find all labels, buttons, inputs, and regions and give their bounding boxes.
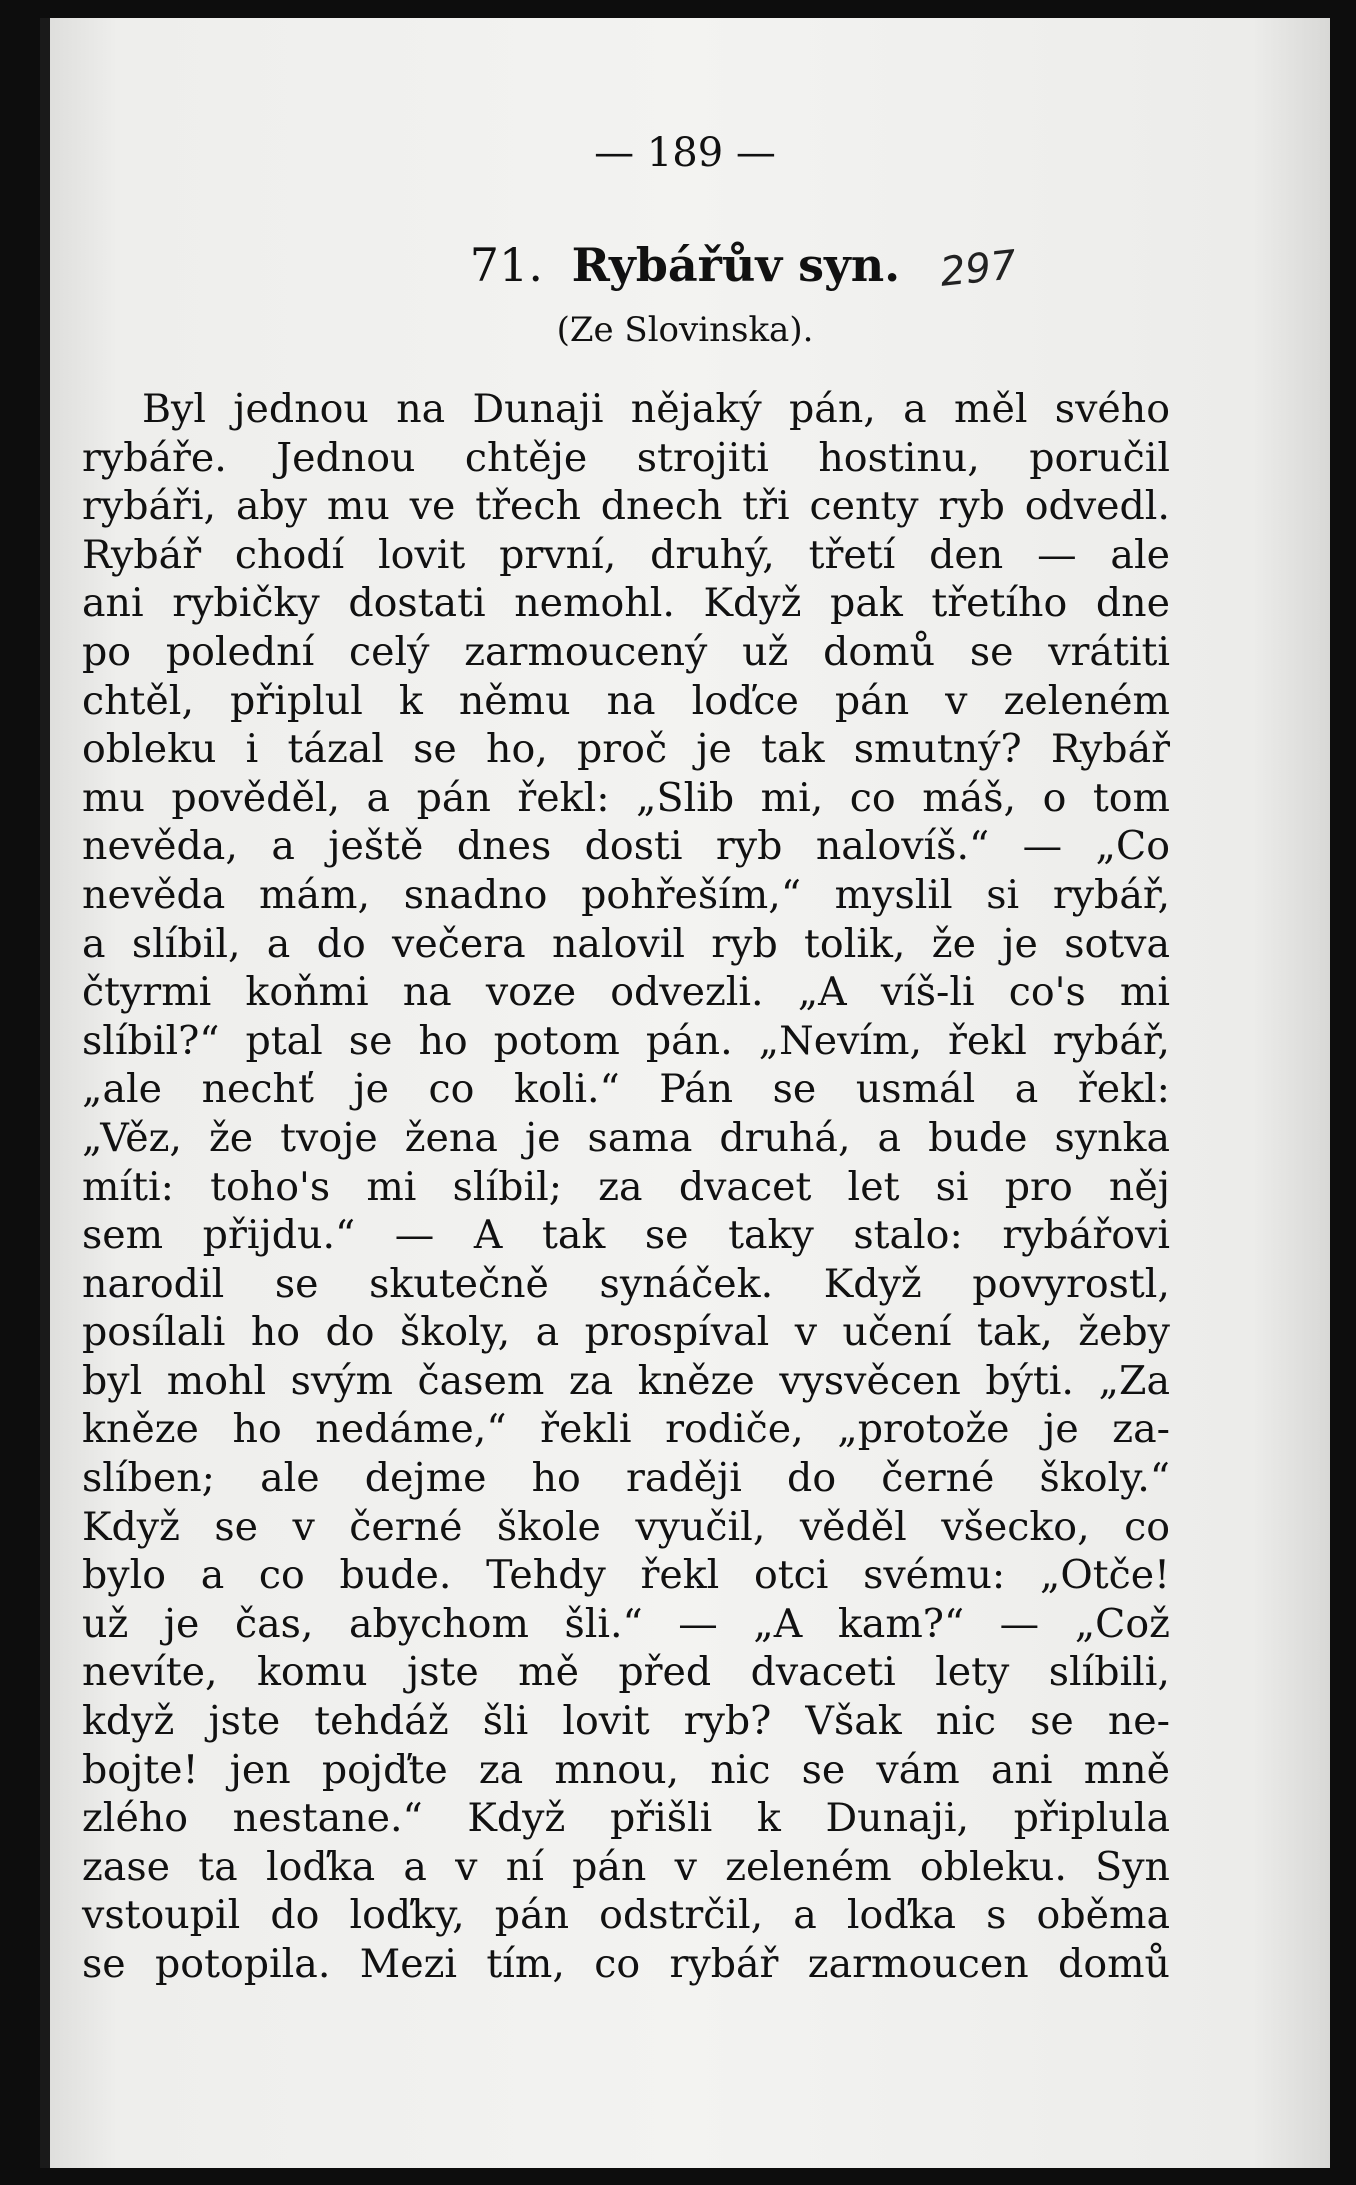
text-line: posílali ho do školy, a prospíval v učení tak, žeby [82, 1309, 1170, 1356]
text-line: slíbil?“ ptal se ho potom pán. „Nevím, řekl rybář, [82, 1017, 1170, 1064]
chapter-number: 71. [469, 238, 543, 292]
text-line: rybáři, aby mu ve třech dnech tři centy ryb odvedl. [82, 483, 1170, 530]
text-line: vstoupil do loďky, pán odstrčil, a loďka s oběma [82, 1892, 1170, 1939]
text-line: „Věz, že tvoje žena je sama druhá, a bude synka [82, 1114, 1170, 1161]
text-line: rybáře. Jednou chtěje strojiti hostinu, poručil [82, 434, 1170, 481]
text-line: bojte! jen pojďte za mnou, nic se vám ani mně [82, 1746, 1170, 1793]
text-line: „ale nechť je co koli.“ Pán se usmál a řekl: [82, 1066, 1170, 1113]
text-line: po polední celý zarmoucený už domů se vrátiti [82, 628, 1170, 675]
text-line: se potopila. Mezi tím, co rybář zarmoucen domů [82, 1941, 1170, 1987]
text-line: narodil se skutečně synáček. Když povyrostl, [82, 1260, 1170, 1307]
text-line: mu pověděl, a pán řekl: „Slib mi, co máš, o tom [82, 774, 1170, 821]
text-line: byl mohl svým časem za kněze vysvěcen býti. „Za [82, 1357, 1170, 1404]
book-page [40, 18, 1330, 2168]
text-line: slíben; ale dejme ho raději do černé školy.“ [82, 1455, 1170, 1502]
text-line: a slíbil, a do večera nalovil ryb tolik, že je sotva [82, 920, 1170, 967]
text-line: míti: toho's mi slíbil; za dvacet let si pro něj [82, 1163, 1170, 1210]
text-line: už je čas, abychom šli.“ — „A kam?“ — „Což [82, 1600, 1170, 1647]
text-line: nevěda, a ještě dnes dosti ryb nalovíš.“ — „Co [82, 823, 1170, 870]
text-line: nevěda mám, snadno pohřeším,“ myslil si rybář, [82, 871, 1170, 918]
text-line: Když se v černé škole vyučil, věděl všecko, co [82, 1503, 1170, 1550]
chapter-subtitle: (Ze Slovinska). [556, 310, 814, 350]
text-line: čtyrmi koňmi na voze odvezli. „A víš-li co's mi [82, 969, 1170, 1016]
text-line: zase ta loďka a v ní pán v zeleném obleku. Syn [82, 1843, 1170, 1890]
text-line: bylo a co bude. Tehdy řekl otci svému: „Otče! [82, 1552, 1170, 1599]
text-line: Rybář chodí lovit první, druhý, třetí den — ale [82, 531, 1170, 578]
text-line: nevíte, komu jste mě před dvaceti lety slíbili, [82, 1649, 1170, 1696]
text-line: obleku i tázal se ho, proč je tak smutný? Rybář [82, 726, 1170, 773]
chapter-heading [40, 238, 1330, 292]
text-line: když jste tehdáž šli lovit ryb? Však nic se ne- [82, 1698, 1170, 1745]
text-line: zlého nestane.“ Když přišli k Dunaji, připlula [82, 1795, 1170, 1842]
story-text [82, 385, 1170, 1989]
text-line: chtěl, připlul k němu na loďce pán v zeleném [82, 677, 1170, 724]
text-line: ani rybičky dostati nemohl. Když pak třetího dne [82, 580, 1170, 627]
handwritten-note: 297 [937, 242, 1019, 296]
page-number: — 189 — [594, 130, 776, 176]
text-line: Byl jednou na Dunaji nějaký pán, a měl svého [142, 386, 1170, 432]
text-line: kněze ho nedáme,“ řekli rodiče, „protože je za- [82, 1406, 1170, 1453]
chapter-title: Rybářův syn. [571, 238, 901, 292]
text-line: sem přijdu.“ — A tak se taky stalo: rybářovi [82, 1212, 1170, 1259]
